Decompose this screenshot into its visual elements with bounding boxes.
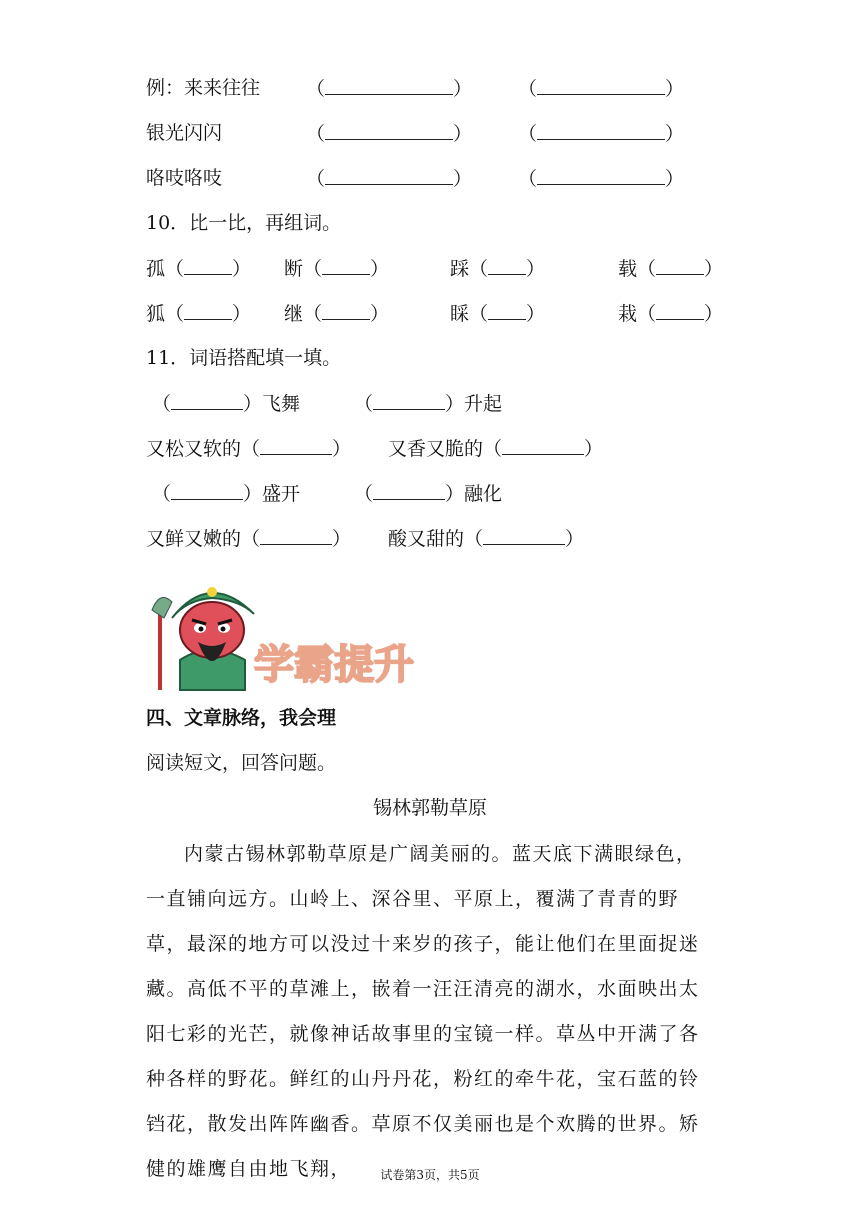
q11-word: 盛开 bbox=[262, 483, 301, 505]
q9-answer-blank-2b[interactable]: （ ） bbox=[518, 123, 685, 145]
q10-char: 栽 bbox=[618, 303, 638, 325]
q10-char: 载 bbox=[618, 258, 638, 280]
q11-word: 飞舞 bbox=[262, 393, 301, 415]
q9-word-3: 咯吱咯吱 bbox=[146, 167, 223, 189]
q11-item[interactable]: （ ）盛开 bbox=[152, 483, 301, 505]
q9-answer-blank-3b[interactable]: （ ） bbox=[518, 168, 685, 190]
q11-item[interactable]: 又香又脆的（ ） bbox=[388, 438, 604, 460]
mascot-guan-yu-icon bbox=[150, 570, 460, 695]
q11-item[interactable]: 酸又甜的（ ） bbox=[388, 528, 585, 550]
q11-word: 又松又软的 bbox=[146, 438, 242, 460]
q10-char: 踩 bbox=[450, 258, 470, 280]
q9-answer-blank-3a[interactable]: （ ） bbox=[306, 168, 473, 190]
q11-word: 又鲜又嫩的 bbox=[146, 528, 242, 550]
q11-item[interactable]: 又松又软的（ ） bbox=[146, 438, 352, 460]
article-paragraph: 内蒙古锡林郭勒草原是广阔美丽的。蓝天底下满眼绿色，一直铺向远方。山岭上、深谷里、平原上，覆满了青青的野草，最深的地方可以没过十来岁的孩子，能让他们在里面捉迷藏。高低不平的草滩上，嵌着一汪汪清亮的湖水，水面映出太阳七彩的光芒，就像神话故事里的宝镜一样。草丛中开满了各种各样的野花。鲜红的山丹丹花，粉红的牵牛花，宝石蓝的铃铛花，散发出阵阵幽香。草原不仅美丽也是个欢腾的世界。矫健的雄鹰自由地飞翔， bbox=[146, 843, 700, 1180]
q11-item[interactable]: （ ）飞舞 bbox=[152, 393, 301, 415]
q11-item[interactable]: 又鲜又嫩的（ ） bbox=[146, 528, 352, 550]
q11-word: 升起 bbox=[464, 393, 503, 415]
q10-char: 狐 bbox=[146, 303, 166, 325]
q11-item[interactable]: （ ）融化 bbox=[354, 483, 503, 505]
q10-title: 10．比一比，再组词。 bbox=[146, 212, 342, 234]
q11-word: 酸又甜的 bbox=[388, 528, 465, 550]
q10-char: 继 bbox=[284, 303, 304, 325]
q9-answer-blank-1a[interactable]: （ ） bbox=[306, 78, 473, 100]
q10-item[interactable]: 载（ ） bbox=[618, 258, 724, 280]
q10-item[interactable]: 狐（ ） bbox=[146, 303, 252, 325]
q10-item[interactable]: 孤（ ） bbox=[146, 258, 252, 280]
q10-char: 断 bbox=[284, 258, 304, 280]
q10-char: 孤 bbox=[146, 258, 166, 280]
q10-char: 睬 bbox=[450, 303, 470, 325]
q9-answer-blank-2a[interactable]: （ ） bbox=[306, 123, 473, 145]
q9-word-2: 银光闪闪 bbox=[146, 122, 223, 144]
instruction-text: 阅读短文，回答问题。 bbox=[146, 752, 337, 774]
q9-answer-blank-1b[interactable]: （ ） bbox=[518, 78, 685, 100]
q11-word: 又香又脆的 bbox=[388, 438, 484, 460]
q11-item[interactable]: （ ）升起 bbox=[354, 393, 503, 415]
xueba-banner-image bbox=[150, 570, 460, 695]
section-heading: 四、文章脉络，我会理 bbox=[146, 707, 337, 729]
q11-word: 融化 bbox=[464, 483, 503, 505]
q9-word-1: 例：来来往往 bbox=[146, 77, 261, 99]
q10-item[interactable]: 继（ ） bbox=[284, 303, 390, 325]
q11-title: 11．词语搭配填一填。 bbox=[146, 347, 342, 369]
article-title: 锡林郭勒草原 bbox=[372, 797, 487, 819]
q10-item[interactable]: 断（ ） bbox=[284, 258, 390, 280]
q10-item[interactable]: 睬（ ） bbox=[450, 303, 546, 325]
q10-item[interactable]: 栽（ ） bbox=[618, 303, 724, 325]
page-footer: 试卷第3页，共5页 bbox=[380, 1168, 480, 1182]
banner-text: 学霸提升 bbox=[254, 642, 414, 688]
q10-item[interactable]: 踩（ ） bbox=[450, 258, 546, 280]
